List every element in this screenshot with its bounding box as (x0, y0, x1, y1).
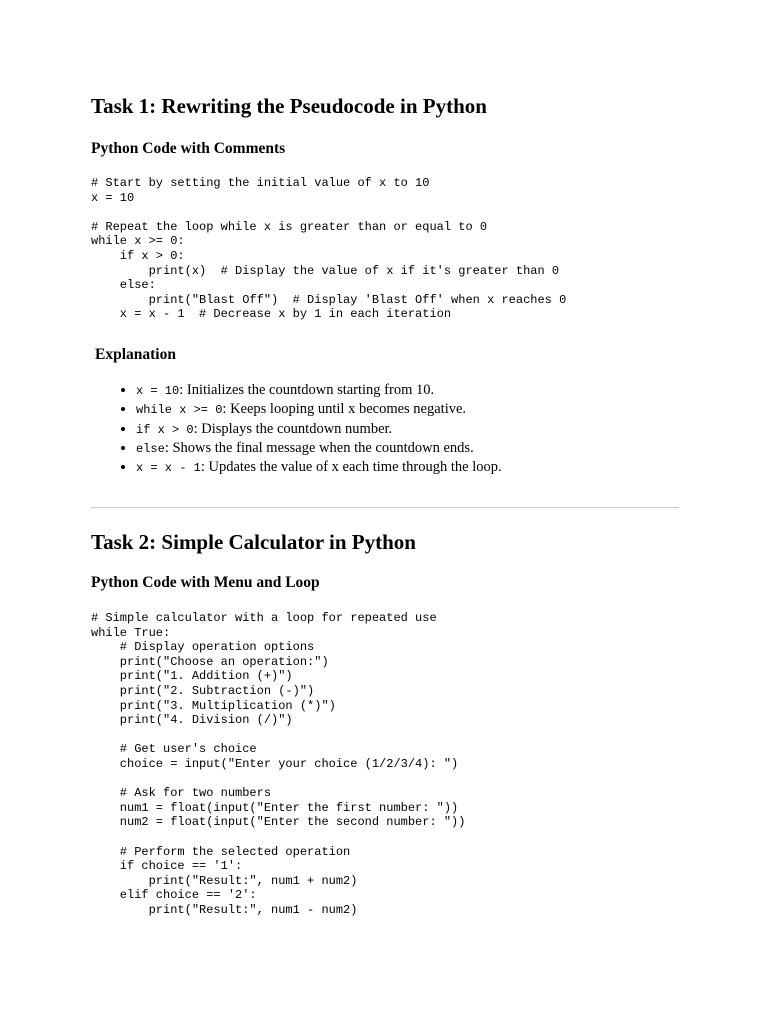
explanation-item (136, 420, 502, 439)
explanation-item-code: while x >= 0 (136, 403, 223, 418)
explanation-item (136, 458, 502, 477)
section-divider (91, 507, 679, 508)
task2-title: Task 2: Simple Calculator in Python (91, 530, 416, 554)
task1-title: Task 1: Rewriting the Pseudocode in Python (91, 94, 487, 118)
explanation-item-code: else (136, 441, 165, 456)
explanation-item-text: : Displays the countdown number. (193, 420, 393, 437)
explanation-item-code: x = x - 1 (136, 461, 201, 476)
explanation-item-text: : Shows the final message when the countdown ends. (164, 439, 474, 456)
explanation-item-text: : Updates the value of x each time through the loop. (200, 459, 502, 476)
explanation-item-text: : Keeps looping until x becomes negative. (222, 401, 467, 418)
explanation-item (136, 439, 502, 458)
explanation-item-code: if x > 0 (136, 422, 194, 437)
task1-code-block: # Start by setting the initial value of x to 10 x = 10 # Repeat the loop while x is greater than or equal to 0 while x >= 0: if x > 0: print(x) # Display the value of x if it's greater than 0 else: print("Blast Off") # Display 'Blast Off' when x reaches 0 x = x - 1 # Decrease x by 1 in each iteration (91, 176, 567, 322)
explanation-item-text: : Initializes the countdown starting from 10. (179, 382, 435, 398)
task2-code-block: # Simple calculator with a loop for repeated use while True: # Display operation options print("Choose an operation:") print("1. Addition (+)") print("2. Subtraction (-)") print("3. Multiplication (*)") print("4. Division (/)") # Get user's choice choice = input("Enter your choice (1/2/3/4): ") # Ask for two numbers num1 = float(input("Enter the first number: ")) num2 = float(input("Enter the second number: ")) # Perform the selected operation if choice == '1': print("Result:", num1 + num2) elif choice == '2': print("Result:", num1 - num2) (91, 611, 466, 917)
task2-code-heading: Python Code with Menu and Loop (91, 574, 320, 591)
task1-explanation-heading: Explanation (95, 346, 176, 363)
task1-code-heading: Python Code with Comments (91, 140, 286, 157)
explanation-item (136, 381, 502, 400)
task1-explanation-list (91, 381, 502, 477)
explanation-item (136, 400, 502, 419)
explanation-item-code: x = 10 (136, 384, 180, 398)
